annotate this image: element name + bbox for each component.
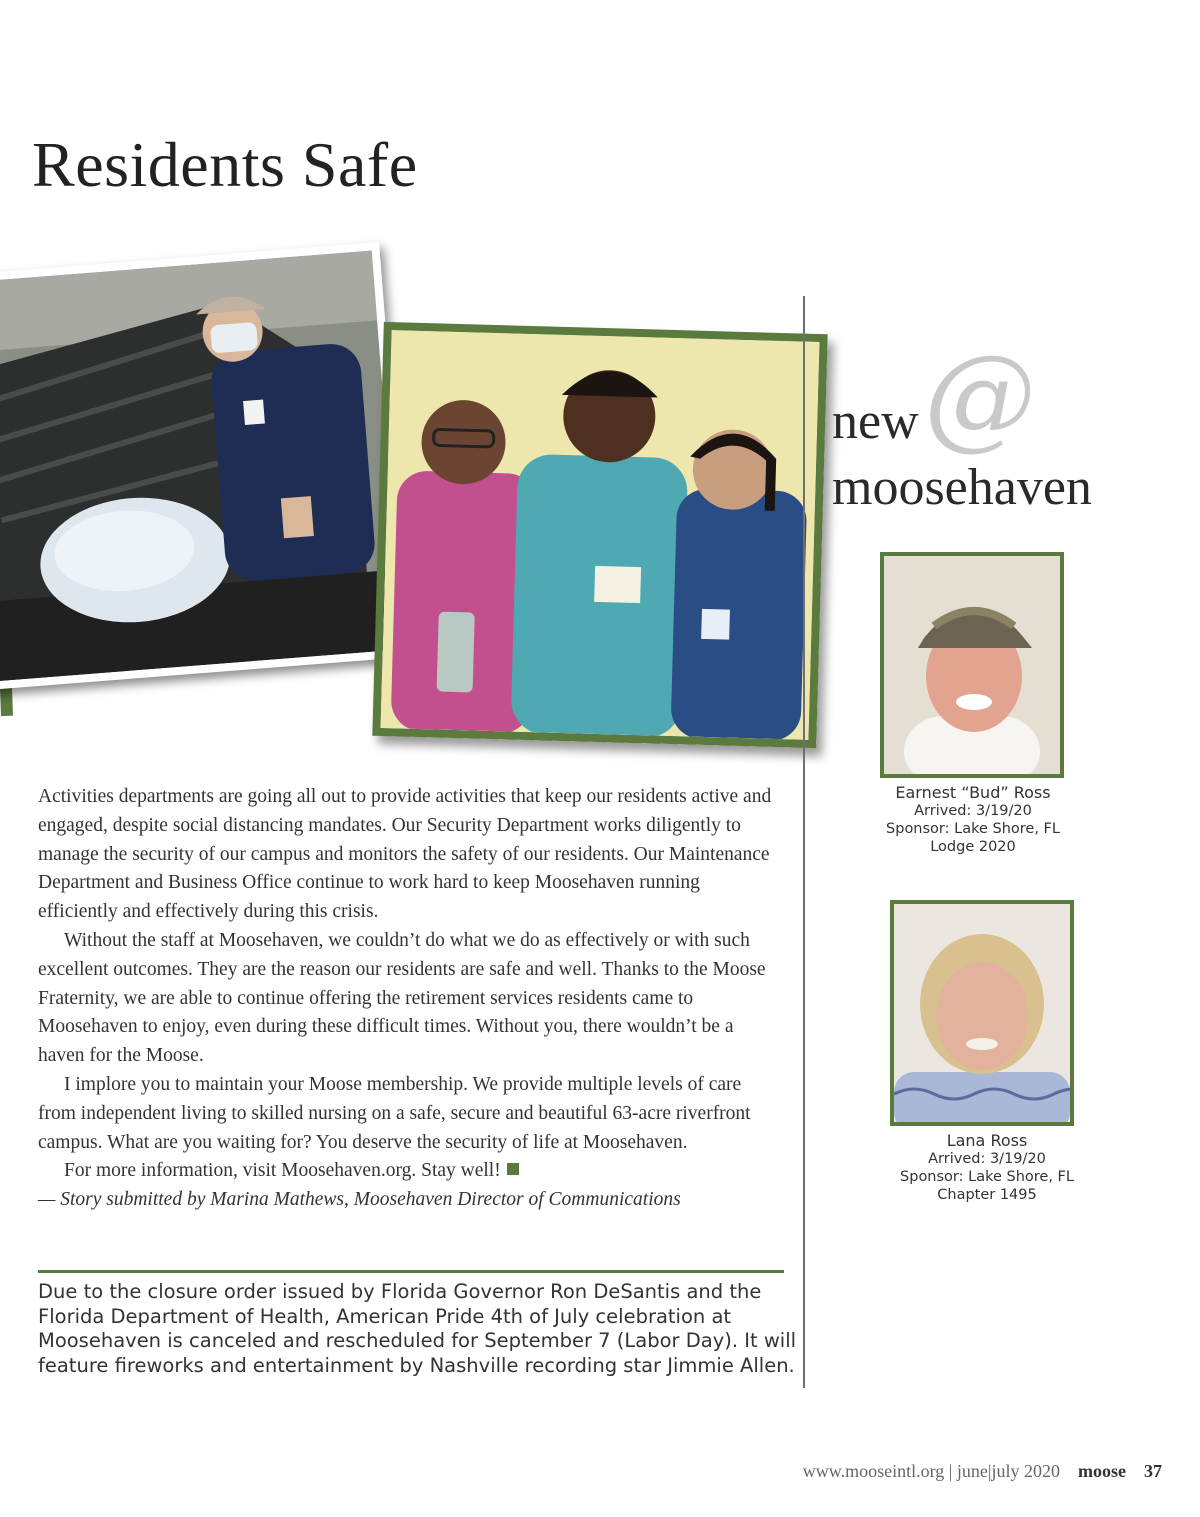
brand-word-moosehaven: moosehaven	[832, 459, 1092, 516]
page-number: 37	[1144, 1461, 1162, 1481]
end-mark-icon	[507, 1163, 519, 1175]
photo-nursing-staff	[372, 322, 827, 748]
resident-arrived: Arrived: 3/19/20	[928, 1151, 1046, 1167]
resident-caption	[878, 1132, 1096, 1204]
story-paragraph: Without the staff at Moosehaven, we couldn’t do what we do as effectively or with such excellent outcomes. They are the reason our residents are safe and well. Thanks to the Moose Fraternity, we are able to continue offering the retirement services residents came to Moosehaven to enjoy, even during these difficult times. Without you, there wouldn’t be a haven for the Moose.	[38, 929, 766, 1067]
new-at-moosehaven-heading	[832, 332, 1172, 520]
resident-portrait-lana	[890, 900, 1074, 1126]
resident-caption	[868, 784, 1078, 856]
story-body	[38, 783, 780, 1215]
resident-sponsor: Sponsor: Lake Shore, FL	[886, 821, 1060, 837]
story-closing-text: For more information, visit Moosehaven.org. Stay well!	[64, 1160, 501, 1182]
brand-word-new: new	[832, 393, 919, 450]
at-sign-graphic: @	[924, 332, 1036, 462]
story-credit: — Story submitted by Marina Mathews, Moosehaven Director of Communications	[38, 1189, 681, 1211]
page-footer	[803, 1461, 1162, 1482]
resident-unit: Lodge 2020	[930, 839, 1016, 855]
column-divider	[803, 296, 805, 1388]
story-paragraph: I implore you to maintain your Moose membership. We provide multiple levels of care from independent living to skilled nursing on a safe, secure and beautiful 63-acre riverfront campus. What are you waiting for? You deserve the security of life at Moosehaven.	[38, 1073, 751, 1153]
footer-magazine: moose	[1078, 1461, 1126, 1481]
photo-maintenance-worker	[0, 242, 412, 690]
story-closing	[38, 1157, 780, 1186]
resident-unit: Chapter 1495	[937, 1187, 1037, 1203]
resident-portrait-earnest	[880, 552, 1064, 778]
event-notice: Due to the closure order issued by Florida Governor Ron DeSantis and the Florida Department of Health, American Pride 4th of July celebration at Moosehaven is canceled and rescheduled for September 7 (Labor Day). It will feature fireworks and entertainment by Nashville recording star Jimmie Allen.	[38, 1280, 797, 1377]
footer-site: www.mooseintl.org | june|july 2020	[802, 1461, 1060, 1481]
story-paragraph: Activities departments are going all out to provide activities that keep our residents active and engaged, despite social distancing mandates. Our Security Department works diligently to manage the security of our campus and monitors the safety of our residents. Our Maintenance Department and Business Office continue to work hard to keep Moosehaven running efficiently and effectively during this crisis.	[38, 786, 772, 923]
resident-name: Lana Ross	[946, 1131, 1028, 1150]
notice-rule	[38, 1270, 784, 1273]
page-title: Residents Safe	[32, 129, 418, 200]
resident-name: Earnest “Bud” Ross	[895, 783, 1051, 802]
resident-arrived: Arrived: 3/19/20	[914, 803, 1032, 819]
resident-sponsor: Sponsor: Lake Shore, FL	[900, 1169, 1074, 1185]
